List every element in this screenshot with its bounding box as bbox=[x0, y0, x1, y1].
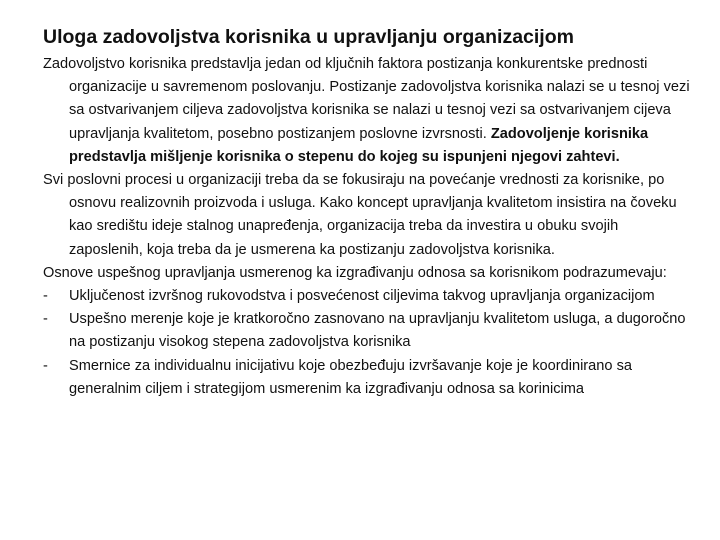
paragraph-business-processes bbox=[43, 169, 693, 262]
list-item bbox=[43, 285, 693, 308]
paragraph-text: Osnove uspešnog upravljanja usmerenog ka izgrađivanju odnosa sa korisnikom podrazumevaju: bbox=[43, 264, 667, 281]
bullet-marker: - bbox=[43, 288, 48, 305]
bullet-text: Smernice za individualnu inicijativu koje obezbeđuju izvršavanje koje je koordinirano sa generalnim ciljem i strategijom usmerenim ka izgrađivanju odnosa sa korinicima bbox=[69, 357, 632, 397]
bullet-marker: - bbox=[43, 311, 48, 328]
paragraph-customer-satisfaction bbox=[43, 53, 693, 169]
list-item bbox=[43, 355, 693, 401]
slide-body bbox=[43, 53, 693, 401]
paragraph-foundations bbox=[43, 262, 693, 285]
list-item bbox=[43, 308, 693, 354]
bullet-marker: - bbox=[43, 357, 48, 374]
bullet-text: Uspešno merenje koje je kratkoročno zasnovano na upravljanju kvalitetom usluga, a dugoročno na postizanju visokog stepena zadovoljstva korisnika bbox=[69, 311, 686, 351]
paragraph-text: Zadovoljstvo korisnika predstavlja jedan od ključnih faktora postizanja konkurentske prednosti organizacije u savremenom poslovanju. Postizanje zadovoljstva korisnika nalazi se u tesnoj vezi sa ostvarivanjem ciljeva zadovoljstva korisnika se nalazi u tesnoj vezi sa ostvarivanjem cijeva upravljanja kvalitetom, posebno postizanjem poslovne izvrsnosti. bbox=[43, 56, 690, 142]
bullet-text: Uključenost izvršnog rukovodstva i posvećenost ciljevima takvog upravljanja organizacijom bbox=[69, 288, 655, 305]
paragraph-text: Svi poslovni procesi u organizaciji treba da se fokusiraju na povećanje vrednosti za korisnike, po osnovu realizovnih proizvoda i usluga. Kako koncept upravljanja kvalitetom insistira na čoveku kao središtu ideje stalnog unapređenja, organizacija treba da investira u obuku svojih zaposlenih, koja treba da je usmerena ka postizanju zadovoljstva korisnika. bbox=[43, 172, 677, 258]
slide-title: Uloga zadovoljstva korisnika u upravljanju organizacijom bbox=[43, 26, 574, 48]
paragraph-bold-definition: Zadovoljenje korisnika predstavlja mišljenje korisnika o stepenu do kojeg su ispunjeni njegovi zahtevi. bbox=[69, 125, 649, 165]
